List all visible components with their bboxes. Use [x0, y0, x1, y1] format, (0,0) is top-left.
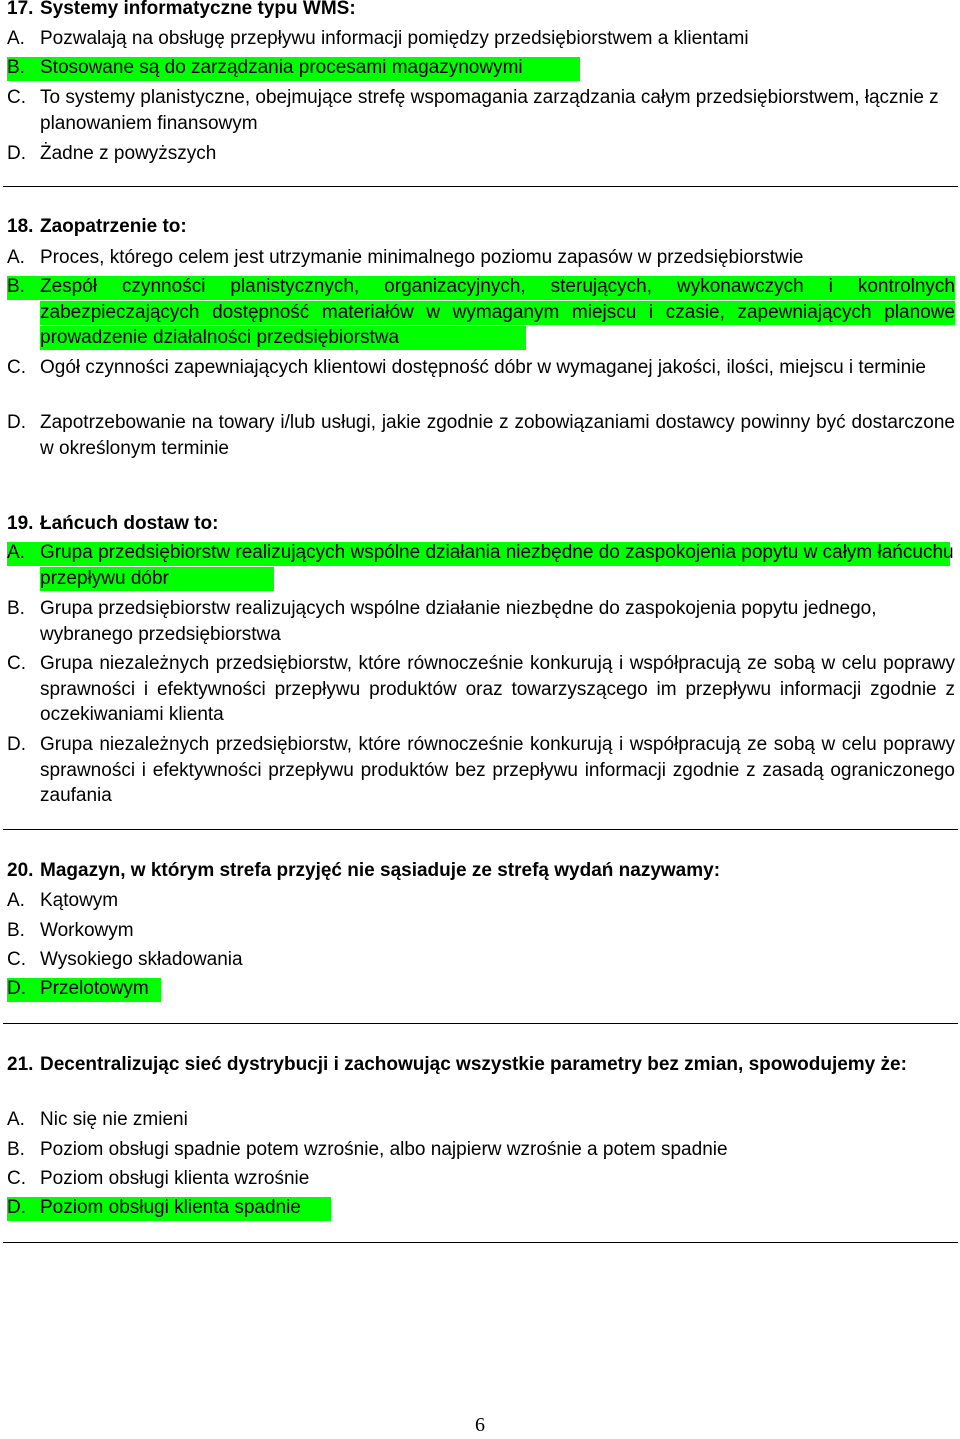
question-title: Łańcuch dostaw to:	[40, 513, 219, 534]
option-text: Poziom obsługi klienta wzrośnie	[40, 1168, 310, 1189]
option-letter: A.	[7, 1109, 25, 1130]
option-text: Proces, którego celem jest utrzymanie minimalnego poziomu zapasów w przedsiębiorstwie	[40, 247, 804, 268]
option-text: Grupa przedsiębiorstw realizujących wspólne działanie niezbędne do zaspokojenia popytu jednego, wybranego przedsiębiorstwa	[40, 598, 877, 645]
page-number: 6	[475, 1414, 485, 1436]
question-title: Zaopatrzenie to:	[40, 216, 187, 237]
option-text: Grupa niezależnych przedsiębiorstw, które równocześnie konkurują i współpracują ze sobą w celu poprawy sprawności i efektywności przepływu produktów bez przepływu informacji zgodnie z zasadą ograniczonego zaufania	[40, 734, 955, 806]
divider	[3, 1023, 958, 1024]
divider	[3, 1242, 958, 1243]
question-18-header	[7, 214, 187, 239]
option-text: Nic się nie zmieni	[40, 1109, 188, 1130]
option-text: Zapotrzebowanie na towary i/lub usługi, jakie zgodnie z zobowiązaniami dostawcy powinny być dostarczone w określonym terminie	[40, 412, 955, 459]
question-number: 20.	[7, 860, 34, 881]
divider	[3, 829, 958, 830]
question-number: 21.	[7, 1054, 34, 1075]
option-letter: B.	[7, 920, 25, 941]
option-text: Żadne z powyższych	[40, 143, 217, 164]
option-text: Pozwalają na obsługę przepływu informacji pomiędzy przedsiębiorstwem a klientami	[40, 28, 749, 49]
question-title: Magazyn, w którym strefa przyjęć nie sąsiaduje ze strefą wydań nazywamy:	[40, 860, 721, 881]
option-letter: B.	[7, 276, 25, 297]
option-text: Kątowym	[40, 890, 119, 911]
option-text: Workowym	[40, 920, 134, 941]
option-letter: A.	[7, 542, 25, 563]
option-letter: C.	[7, 949, 26, 970]
option-letter: A.	[7, 28, 25, 49]
option-text: Przelotowym	[40, 978, 149, 999]
option-letter: B.	[7, 57, 25, 78]
option-letter: A.	[7, 890, 25, 911]
option-letter: D.	[7, 1197, 26, 1218]
option-text: Grupa niezależnych przedsiębiorstw, które równocześnie konkurują i współpracują ze sobą w celu poprawy sprawności i efektywności przepływu produktów oraz towarzyszącego im przepływu informacji zgodnie z oczekiwaniami klienta	[40, 653, 955, 725]
question-number: 19.	[7, 513, 34, 534]
option-letter: C.	[7, 357, 26, 378]
option-text: Wysokiego składowania	[40, 949, 243, 970]
option-letter: C.	[7, 1168, 26, 1189]
option-text: Poziom obsługi klienta spadnie	[40, 1197, 301, 1218]
option-letter: C.	[7, 653, 26, 674]
divider	[3, 186, 958, 187]
option-letter: D.	[7, 412, 26, 433]
option-text: Zespół czynności planistycznych, organizacyjnych, sterujących, wykonawczych i kontrolnych zabezpieczających dostępność materiałów w wymaganym miejscu i czasie, zapewniających planowe prowadzenie działalności przedsiębiorstwa	[40, 276, 955, 348]
option-text: Grupa przedsiębiorstw realizujących wspólne działania niezbędne do zaspokojenia popytu w całym łańcuchu przepływu dóbr	[40, 542, 954, 589]
question-number: 18.	[7, 216, 34, 237]
option-text: Stosowane są do zarządzania procesami magazynowymi	[40, 57, 523, 78]
question-17-header	[7, 0, 356, 21]
option-letter: D.	[7, 143, 26, 164]
option-text: To systemy planistyczne, obejmujące strefę wspomagania zarządzania całym przedsiębiorstwem, łącznie z planowaniem finansowym	[40, 87, 939, 134]
question-20-header	[7, 858, 720, 883]
question-title: Decentralizując sieć dystrybucji i zachowując wszystkie parametry bez zmian, spowodujemy że:	[40, 1054, 907, 1075]
question-title: Systemy informatyczne typu WMS:	[40, 0, 356, 19]
option-letter: B.	[7, 1139, 25, 1160]
option-letter: A.	[7, 247, 25, 268]
question-19-header	[7, 511, 218, 536]
option-letter: B.	[7, 598, 25, 619]
option-letter: D.	[7, 734, 26, 755]
option-text: Poziom obsługi spadnie potem wzrośnie, albo najpierw wzrośnie a potem spadnie	[40, 1139, 728, 1160]
option-letter: D.	[7, 978, 26, 999]
option-letter: C.	[7, 87, 26, 108]
question-number: 17.	[7, 0, 34, 19]
option-text: Ogół czynności zapewniających klientowi dostępność dóbr w wymaganej jakości, ilości, miejscu i terminie	[40, 357, 926, 378]
